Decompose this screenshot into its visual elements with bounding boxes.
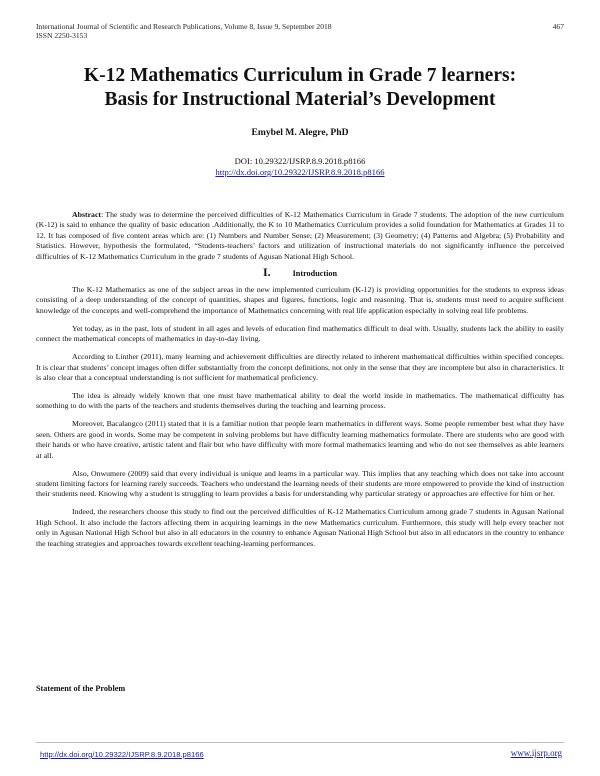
title-line-1: K-12 Mathematics Curriculum in Grade 7 learners: <box>83 65 517 86</box>
paragraph: Indeed, the researchers choose this study to find out the perceived difficulties of K-12 Mathematics Curriculum among grade 7 students in Agusan National High School. It also include the factors affecting them in acquiring learnings in the new Mathematics curriculum. Furthermore, this study will help every teacher not only in Agusan National High School but also in all educators in the country to enhance Agusan National High School but also in all educators in the country to enhance the teaching strategies and approaches towards excellent teaching-learning performances. <box>36 507 564 548</box>
author-name: Emybel M. Alegre, PhD <box>251 127 349 138</box>
footer-site-link[interactable]: www.ijsrp.org <box>510 748 562 758</box>
section-heading-introduction <box>0 263 600 281</box>
doi-block <box>0 156 600 178</box>
doi-text: DOI: 10.29322/IJSRP.8.9.2018.p8166 <box>234 156 366 166</box>
section-number: I. <box>262 265 271 279</box>
paper-title <box>36 64 564 112</box>
abstract <box>36 210 564 262</box>
paragraph: Moreover, Bacalangco (2011) stated that it is a familiar notion that people learn mathematics in different ways. Some people remember best what they have seen. Others are good in words. Some may be competent in solving problems but have difficulty learning mathematics formulate. There are students who are good with their hands or who have creative, artistic talent and flair but who have difficulty with more formal mathematics learning and who do not see themselves as able learners at all. <box>36 419 564 460</box>
section-title: Introduction <box>292 269 338 278</box>
abstract-label: Abstract <box>72 210 102 219</box>
introduction-body <box>36 285 564 557</box>
statement-heading: Statement of the Problem <box>36 684 126 693</box>
page-number: 467 <box>552 22 564 31</box>
footer-doi-link[interactable]: http://dx.doi.org/10.29322/IJSRP.8.9.2018.p8166 <box>40 750 204 759</box>
issn: ISSN 2250-3153 <box>36 31 88 40</box>
paragraph: Also, Onwumere (2009) said that every individual is unique and learns in a particular way. This implies that any teaching which does not take into account student limiting factors for learning rarely succeeds. Teachers who understand the learning needs of their students are more empowered to provide the kind of instruction their students need. Knowing why a student is struggling to learn provides a basis for understanding why particular strategy or approaches are effective for him or her. <box>36 468 564 499</box>
paragraph: The K-12 Mathematics as one of the subject areas in the new implemented curriculum (K-12) is providing opportunities for the students to express ideas consisting of a deep understanding of the concept of quantities, shapes and figures, functions, logic and reasoning. That is, students must need to acquire sufficient knowledge of the concepts and well-comprehend the importance of Mathematics concerning with real life application especially in solving real life problems. <box>36 285 564 315</box>
journal-line: International Journal of Scientific and Research Publications, Volume 8, Issue 9, September 2018 <box>36 22 332 31</box>
abstract-text: : The study was to determine the perceived difficulties of K-12 Mathematics Curriculum in Grade 7 students. The adoption of the new curriculum (K-12) is said to enhance the quality of basic education .Additionally, the K to 10 Mathematics Curriculum provides a solid foundation for Mathematics at Grades 11 to 12. It has composed of five content areas which are: (1) Numbers and Number Sense; (2) Measurement; (3) Geometry; (4) Patterns and Algebra; (5) Probability and Statistics. However, hypothesis the formulated, “Students-teachers’ factors and utilization of instructional materials do not significantly influence the perceived difficulties of K-12 Mathematics Curriculum in the grade 7 students of Agusan National High School. <box>36 210 564 261</box>
doi-link[interactable]: http://dx.doi.org/10.29322/IJSRP.8.9.2018.p8166 <box>215 167 385 177</box>
paragraph: The idea is already widely known that one must have mathematical ability to deal the world inside in mathematics. The mathematical difficulty has something to do with the parts of the teachers and students themselves during the teaching and learning process. <box>36 391 564 411</box>
footer-divider <box>36 742 564 743</box>
running-header <box>36 22 332 40</box>
paragraph: Yet today, as in the past, lots of student in all ages and levels of education find mathematics difficult to deal with. Usually, students lack the ability to easily connect the mathematical concepts of mathematics in day-to-day living. <box>36 323 564 344</box>
title-line-2: Basis for Instructional Material’s Development <box>104 89 496 110</box>
paragraph: According to Linther (2011), many learning and achievement difficulties are directly related to inherent mathematical difficulties within specified concepts. It is clear that students’ concept images often differ substantially from the concept definitions, not only in the sense that they are incomplete but also in characteristics. It is also clear that a conceptual understanding is not sufficient for mathematical proficiency. <box>36 352 564 383</box>
